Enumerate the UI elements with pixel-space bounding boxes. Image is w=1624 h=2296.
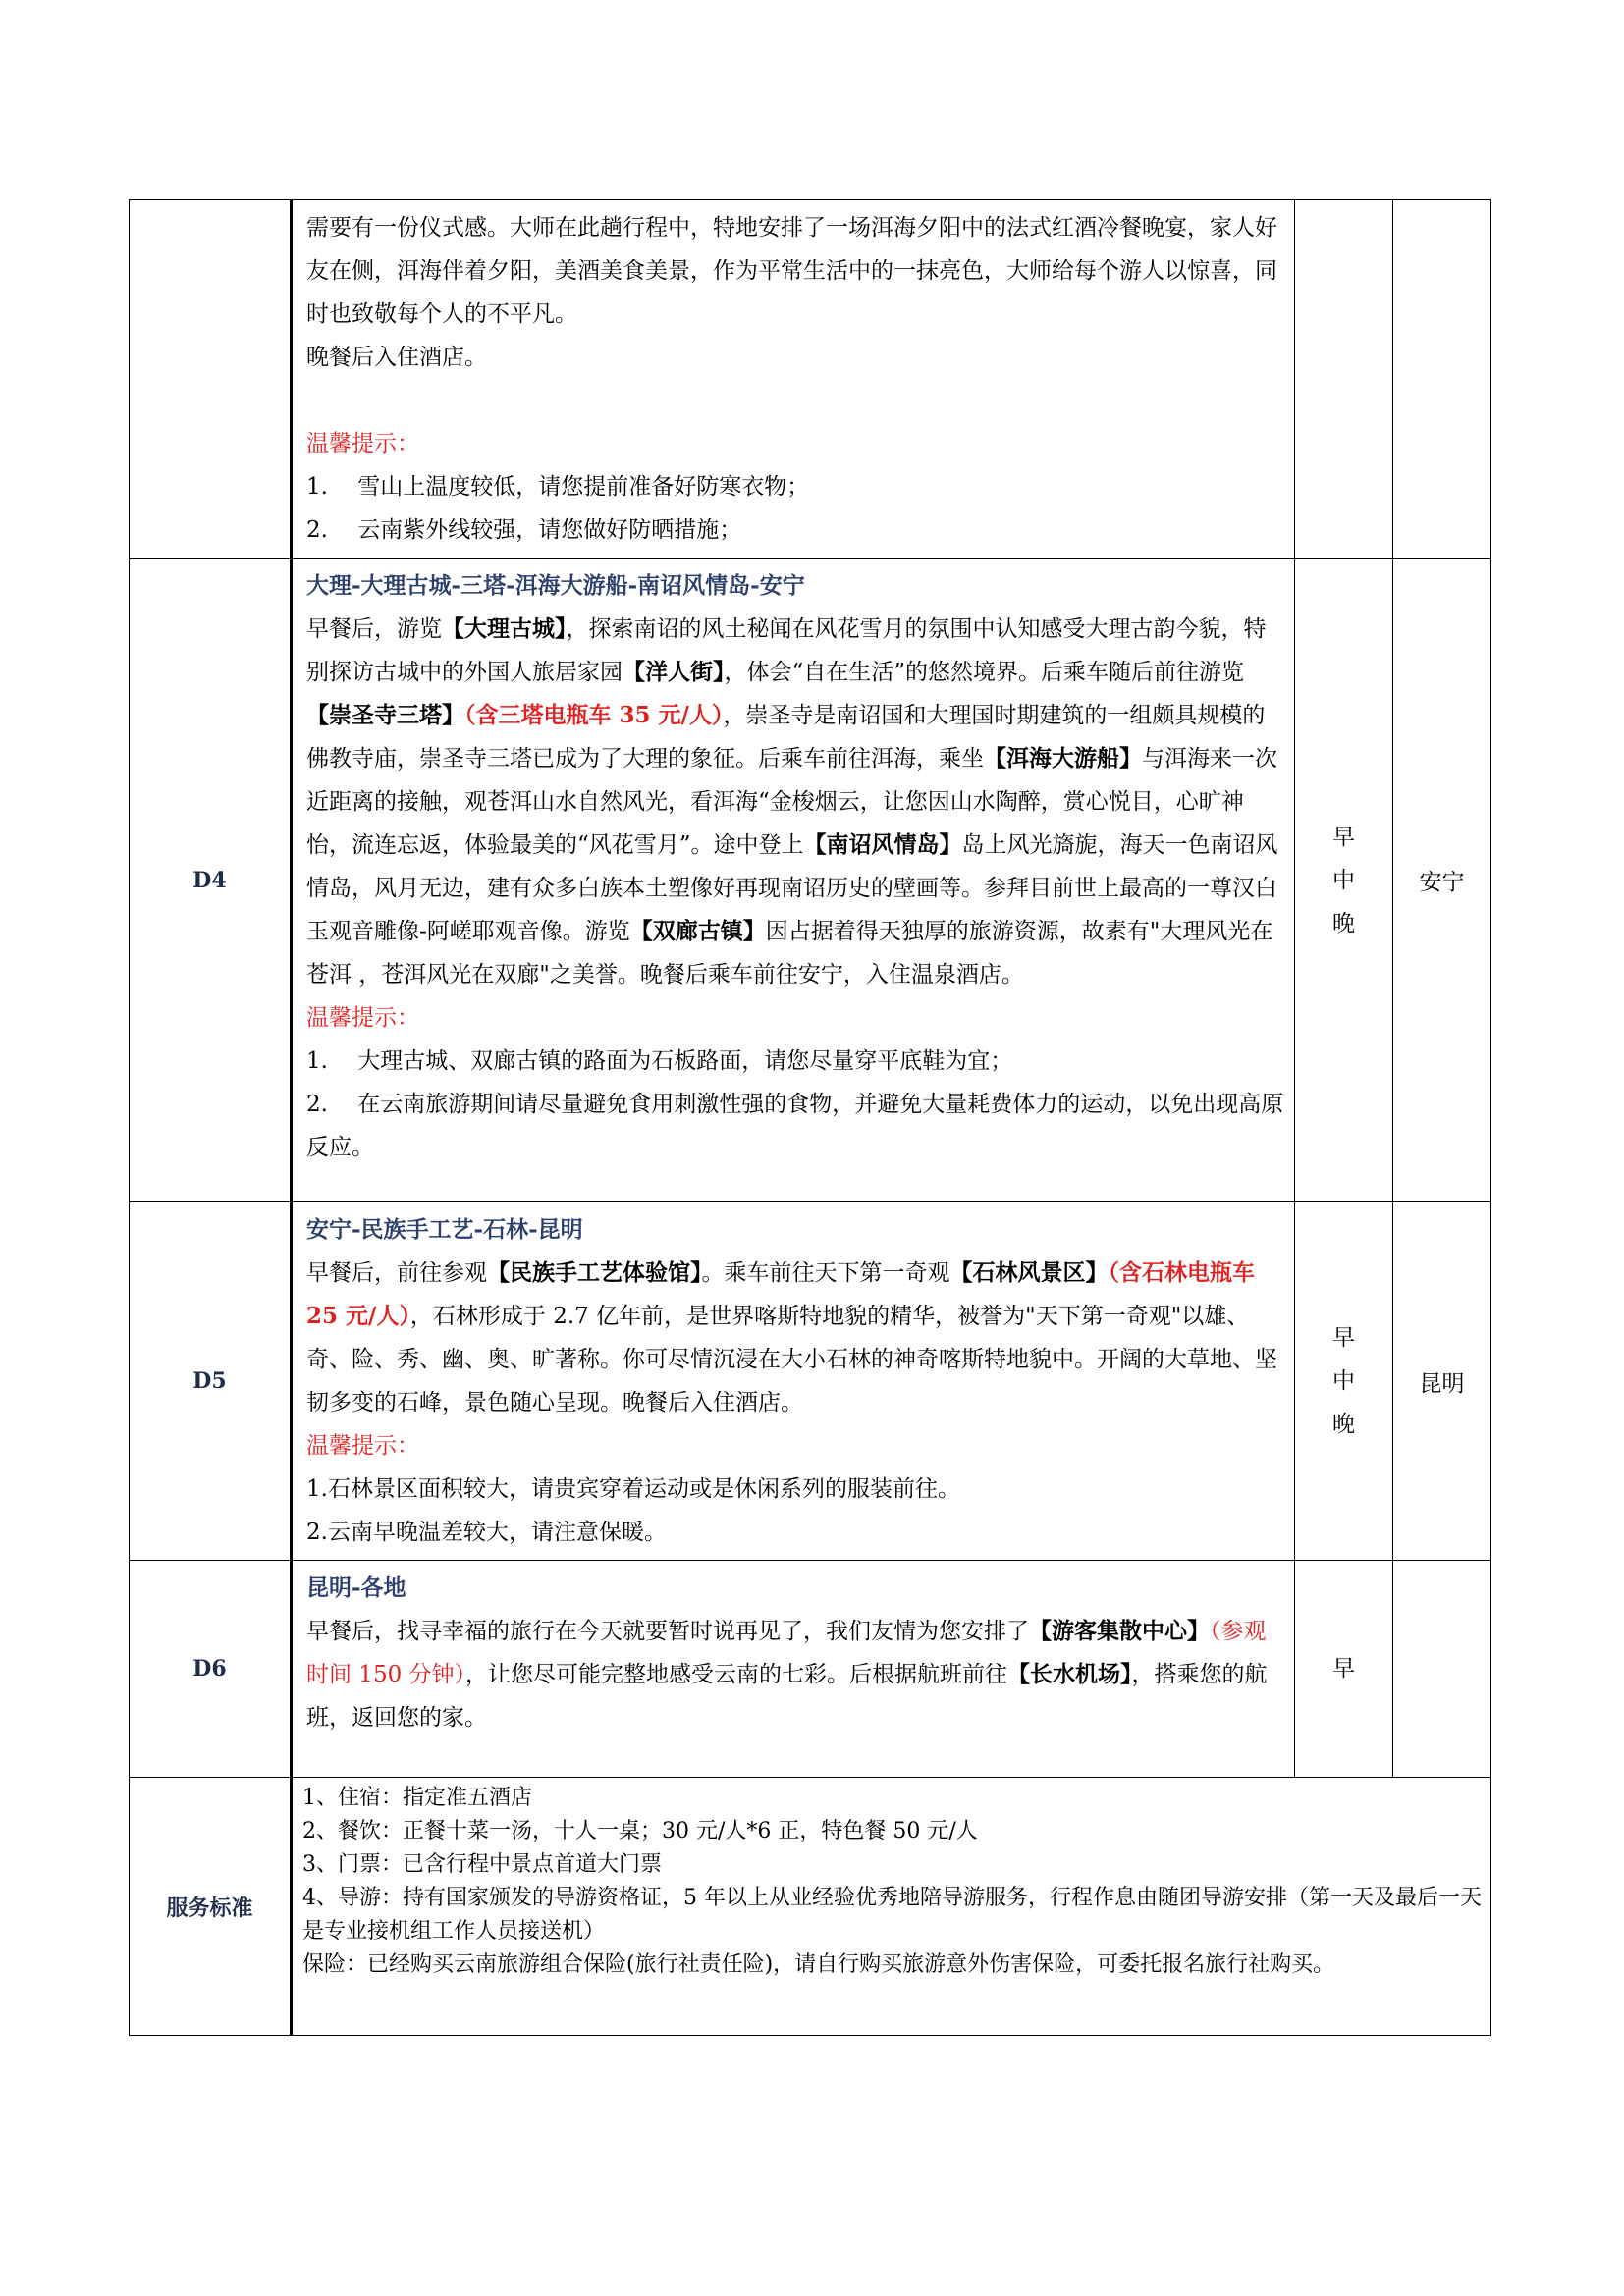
day-row-d4 — [130, 559, 1491, 1202]
day-content-d5 — [292, 1202, 1295, 1561]
attraction-name: 【洋人街】 — [623, 659, 725, 685]
included-note: （含石林电瓶车 25 元/人） — [306, 1259, 1255, 1329]
service-line: 1、住宿：指定准五酒店 — [302, 1786, 532, 1810]
included-note: （参观时间 150 分钟） — [306, 1619, 1267, 1687]
route-title: 安宁-民族手工艺-石林-昆明 — [306, 1216, 583, 1243]
itinerary-table — [129, 199, 1491, 2036]
meal-item: 早 — [1332, 824, 1355, 850]
attraction-name: 【双廊古镇】 — [629, 918, 766, 944]
attraction-name: 【南诏风情岛】 — [803, 831, 962, 858]
service-line: 3、门票：已含行程中景点首道大门票 — [302, 1852, 662, 1877]
tip-item: 1. 雪山上温度较低，请您提前准备好防寒衣物； — [306, 474, 810, 500]
meal-item: 晚 — [1332, 1412, 1355, 1437]
included-note: （含三塔电瓶车 35 元/人） — [464, 702, 724, 728]
attraction-name: 【长水机场】 — [1007, 1661, 1132, 1687]
attraction-name: 【民族手工艺体验馆】 — [487, 1259, 702, 1286]
attraction-name: 【崇圣寺三塔】 — [306, 702, 464, 728]
tip-item: 1. 大理古城、双廊古镇的路面为石板路面，请您尽量穿平底鞋为宜； — [306, 1048, 1013, 1074]
service-label: 服务标准 — [130, 1778, 292, 2036]
day-cell-empty — [130, 200, 292, 559]
day-row-d3-continued — [130, 200, 1491, 559]
tip-item: 2.云南早晚温差较大，请注意保暖。 — [306, 1520, 667, 1545]
stay-cell: 昆明 — [1393, 1202, 1491, 1561]
meal-item: 早 — [1332, 1325, 1355, 1351]
hotel-line: 晚餐后入住酒店。 — [306, 345, 487, 370]
meal-item: 中 — [1332, 1368, 1355, 1394]
stay-cell — [1393, 1561, 1491, 1778]
stay-cell: 安宁 — [1393, 559, 1491, 1202]
service-line: 2、餐饮：正餐十菜一汤，十人一桌；30 元/人*6 正，特色餐 50 元/人 — [302, 1819, 978, 1843]
tip-item: 2. 云南紫外线较强，请您做好防晒措施； — [306, 517, 742, 543]
day-paragraph: 需要有一份仪式感。大师在此趟行程中，特地安排了一场洱海夕阳中的法式红酒冷餐晚宴，家人好友在侧，洱海伴着夕阳，美酒美食美景，作为平常生活中的一抹亮色，大师给每个游人以惊喜，同时也致敬每个人的不平凡。 — [306, 215, 1277, 327]
meal-cell — [1295, 1561, 1393, 1778]
service-line: 保险：已经购买云南旅游组合保险(旅行社责任险)，请自行购买旅游意外伤害保险，可委托报名旅行社购买。 — [302, 1952, 1335, 1977]
tip-title: 温馨提示： — [306, 1005, 419, 1031]
route-title: 大理-大理古城-三塔-洱海大游船-南诏风情岛-安宁 — [306, 572, 805, 599]
tip-title: 温馨提示： — [306, 1433, 419, 1459]
service-line: 4、导游：持有国家颁发的导游资格证，5 年以上从业经验优秀地陪导游服务，行程作息由随团导游安排（第一天及最后一天是专业接机组工作人员接送机） — [302, 1886, 1482, 1944]
day-content-d6 — [292, 1561, 1295, 1778]
day-content-d4 — [292, 559, 1295, 1202]
day-label: D6 — [130, 1561, 292, 1778]
day-paragraph: 早餐后，游览【大理古城】，探索南诏的风土秘闻在风花雪月的氛围中认知感受大理古韵今貌，特别探访古城中的外国人旅居家园【洋人街】，体会“自在生活”的悠然境界。后乘车随后前往游览【崇圣寺三塔】（含三塔电瓶车 35 元/人），崇圣寺是南诏国和大理国时期建筑的一组颇具规模的佛教寺庙，崇圣寺三塔已成为了大理的象征。后乘车前往洱海，乘坐【洱海大游船】与洱海来一次近距离的接触，观苍洱山水自然风光，看洱海“金梭烟云，让您因山水陶醉，赏心悦目，心旷神怡，流连忘返，体验最美的“风花雪月”。途中登上【南诏风情岛】岛上风光旖旎，海天一色南诏风情岛，风月无边，建有众多白族本土塑像好再现南诏历史的壁画等。参拜目前世上最高的一尊汉白玉观音雕像-阿嵯耶观音像。游览【双廊古镇】因占据着得天独厚的旅游资源，故素有"大理风光在苍洱 ，苍洱风光在双廊"之美誉。晚餐后乘车前往安宁，入住温泉酒店。 — [306, 615, 1278, 988]
tip-item: 1.石林景区面积较大，请贵宾穿着运动或是休闲系列的服装前往。 — [306, 1476, 960, 1502]
attraction-name: 【游客集散中心】 — [1029, 1618, 1210, 1644]
blank-line — [306, 379, 1284, 422]
day-paragraph: 早餐后，前往参观【民族手工艺体验馆】。乘车前往天下第一奇观【石林风景区】（含石林电瓶车 25 元/人），石林形成于 2.7 亿年前，是世界喀斯特地貌的精华，被誉为"天下第一奇观"以雄、奇、险、秀、幽、奥、旷著称。你可尽情沉浸在大小石林的神奇喀斯特地貌中。开阔的大草地、坚韧多变的石峰，景色随心呈现。晚餐后入住酒店。 — [306, 1259, 1277, 1415]
tip-title: 温馨提示： — [306, 431, 419, 456]
attraction-name: 【大理古城】 — [442, 615, 567, 642]
day-label: D4 — [130, 559, 292, 1202]
meal-cell — [1295, 1202, 1393, 1561]
tip-item: 2. 在云南旅游期间请尽量避免食用刺激性强的食物，并避免大量耗费体力的运动，以免出现高原反应。 — [306, 1092, 1284, 1160]
stay-cell — [1393, 200, 1491, 559]
service-content — [292, 1778, 1491, 2036]
meal-cell — [1295, 200, 1393, 559]
day-label: D5 — [130, 1202, 292, 1561]
day-paragraph: 早餐后，找寻幸福的旅行在今天就要暂时说再见了，我们友情为您安排了【游客集散中心】（参观时间 150 分钟），让您尽可能完整地感受云南的七彩。后根据航班前往【长水机场】，搭乘您的航班，返回您的家。 — [306, 1618, 1268, 1731]
attraction-name: 【石林风景区】 — [949, 1259, 1109, 1286]
day-content-d3 — [292, 200, 1295, 559]
meal-item: 晚 — [1332, 910, 1355, 936]
day-row-d5 — [130, 1202, 1491, 1561]
service-row — [130, 1778, 1491, 2036]
attraction-name: 【洱海大游船】 — [984, 745, 1142, 772]
route-title: 昆明-各地 — [306, 1575, 406, 1601]
day-row-d6 — [130, 1561, 1491, 1778]
meal-item: 早 — [1332, 1656, 1355, 1682]
meal-item: 中 — [1332, 867, 1355, 893]
meal-cell — [1295, 559, 1393, 1202]
